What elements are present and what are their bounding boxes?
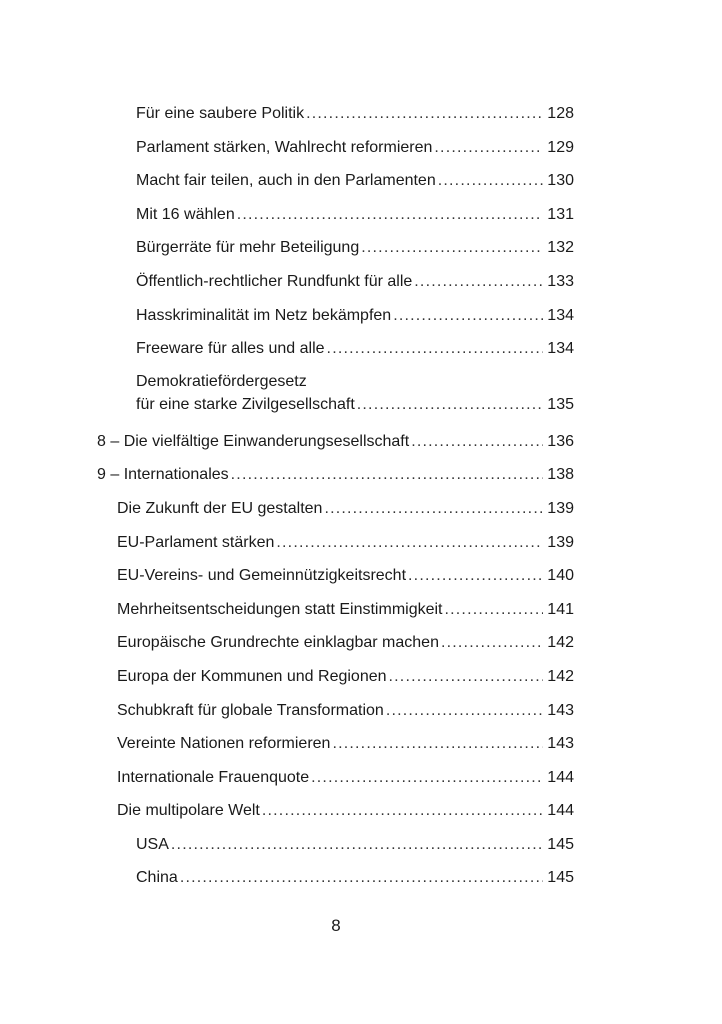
toc-entry-title: Die Zukunft der EU gestalten <box>117 499 323 517</box>
toc-entry[interactable] <box>97 660 574 694</box>
toc-entry[interactable] <box>97 794 574 828</box>
toc-entry-page: 129 <box>547 138 574 156</box>
toc-entry-title: Macht fair teilen, auch in den Parlamenten <box>136 172 436 190</box>
toc-entry[interactable] <box>97 526 574 560</box>
toc-entry-page: 131 <box>547 205 574 223</box>
toc-entry-page: 132 <box>547 239 574 257</box>
toc-entry-page: 142 <box>547 634 574 652</box>
dot-leader <box>445 593 544 627</box>
dot-leader <box>171 828 543 862</box>
dot-leader <box>393 299 543 333</box>
toc-entry-page: 145 <box>547 835 574 853</box>
toc-entry[interactable] <box>97 727 574 761</box>
toc-entry-title: Schubkraft für globale Transformation <box>117 701 384 719</box>
toc-entry-title: für eine starke Zivilgesellschaft <box>136 395 355 413</box>
toc-entry-page: 141 <box>547 600 574 618</box>
toc-entry[interactable] <box>97 131 574 165</box>
toc-entry-page: 135 <box>547 395 574 413</box>
toc-entry-title: Mit 16 wählen <box>136 205 235 223</box>
toc-entry-title: Die multipolare Welt <box>117 802 260 820</box>
dot-leader <box>324 492 543 526</box>
table-of-contents <box>97 97 574 895</box>
toc-entry-page: 142 <box>547 667 574 685</box>
toc-entry[interactable] <box>97 299 574 333</box>
toc-entry-page: 130 <box>547 172 574 190</box>
toc-entry[interactable] <box>97 492 574 526</box>
toc-entry-title: Internationale Frauenquote <box>117 768 310 786</box>
toc-entry[interactable] <box>97 231 574 265</box>
toc-entry[interactable] <box>97 332 574 366</box>
toc-entry-page: 139 <box>547 533 574 551</box>
toc-entry-page: 143 <box>547 701 574 719</box>
toc-entry-page: 134 <box>547 340 574 358</box>
toc-chapter[interactable] <box>97 425 574 459</box>
toc-entry-title: Europa der Kommunen und Regionen <box>117 667 387 685</box>
toc-entry[interactable] <box>97 559 574 593</box>
toc-entry[interactable] <box>97 265 574 299</box>
toc-entry-page: 144 <box>547 802 574 820</box>
toc-entry-title: China <box>136 869 178 887</box>
toc-entry[interactable] <box>97 828 574 862</box>
dot-leader <box>434 131 543 165</box>
toc-entry-title: Vereinte Nationen reformieren <box>117 735 331 753</box>
dot-leader <box>180 861 543 895</box>
toc-entry-title-line1: Demokratiefördergesetz <box>136 372 307 390</box>
toc-entry[interactable] <box>97 626 574 660</box>
dot-leader <box>311 761 543 795</box>
dot-leader <box>231 458 544 492</box>
toc-entry[interactable] <box>97 761 574 795</box>
dot-leader <box>306 97 543 131</box>
toc-entry-page: 128 <box>547 105 574 122</box>
toc-entry-page: 145 <box>547 869 574 887</box>
toc-entry-page: 133 <box>547 272 574 290</box>
dot-leader <box>332 727 543 761</box>
toc-entry-title: USA <box>136 835 169 853</box>
toc-entry-page: 136 <box>547 432 574 450</box>
dot-leader <box>386 694 543 728</box>
toc-chapter[interactable] <box>97 458 574 492</box>
dot-leader <box>414 265 543 299</box>
toc-entry[interactable] <box>97 694 574 728</box>
dot-leader <box>357 392 544 418</box>
dot-leader <box>237 198 544 232</box>
toc-entry-title: Für eine saubere Politik <box>136 105 305 122</box>
toc-entry-page: 139 <box>547 499 574 517</box>
toc-entry-page: 140 <box>547 567 574 585</box>
toc-entry-page: 143 <box>547 735 574 753</box>
dot-leader <box>441 626 543 660</box>
dot-leader <box>408 559 543 593</box>
toc-entry-title: Bürgerräte für mehr Beteiligung <box>136 239 360 257</box>
toc-entry-page: 144 <box>547 768 574 786</box>
toc-entry-title: Öffentlich-rechtlicher Rundfunkt für alle <box>136 272 413 290</box>
dot-leader <box>262 794 543 828</box>
dot-leader <box>411 425 543 459</box>
dot-leader <box>389 660 544 694</box>
toc-entry-page: 138 <box>547 466 574 484</box>
toc-entry[interactable] <box>97 861 574 895</box>
dot-leader <box>276 526 543 560</box>
toc-entry-title: 9 – Internationales <box>97 466 229 484</box>
toc-entry[interactable] <box>97 164 574 198</box>
toc-entry[interactable] <box>97 366 574 425</box>
toc-entry-title: Hasskriminalität im Netz bekämpfen <box>136 306 392 324</box>
toc-entry-title: Europäische Grundrechte einklagbar machen <box>117 634 439 652</box>
toc-entry[interactable] <box>97 97 574 131</box>
toc-entry-title: Freeware für alles und alle <box>136 340 325 358</box>
toc-entry-title: Mehrheitsentscheidungen statt Einstimmigkeit <box>117 600 443 618</box>
toc-entry-title: 8 – Die vielfältige Einwanderungsesellschaft <box>97 432 410 450</box>
toc-entry[interactable] <box>97 593 574 627</box>
page-number: 8 <box>331 916 341 935</box>
toc-entry-page: 134 <box>547 306 574 324</box>
toc-entry-title: EU-Parlament stärken <box>117 533 275 551</box>
toc-entry[interactable] <box>97 198 574 232</box>
dot-leader <box>438 164 544 198</box>
toc-entry-title: Parlament stärken, Wahlrecht reformieren <box>136 138 433 156</box>
dot-leader <box>361 231 543 265</box>
toc-entry-title: EU-Vereins- und Gemeinnützigkeitsrecht <box>117 567 407 585</box>
dot-leader <box>327 332 544 366</box>
